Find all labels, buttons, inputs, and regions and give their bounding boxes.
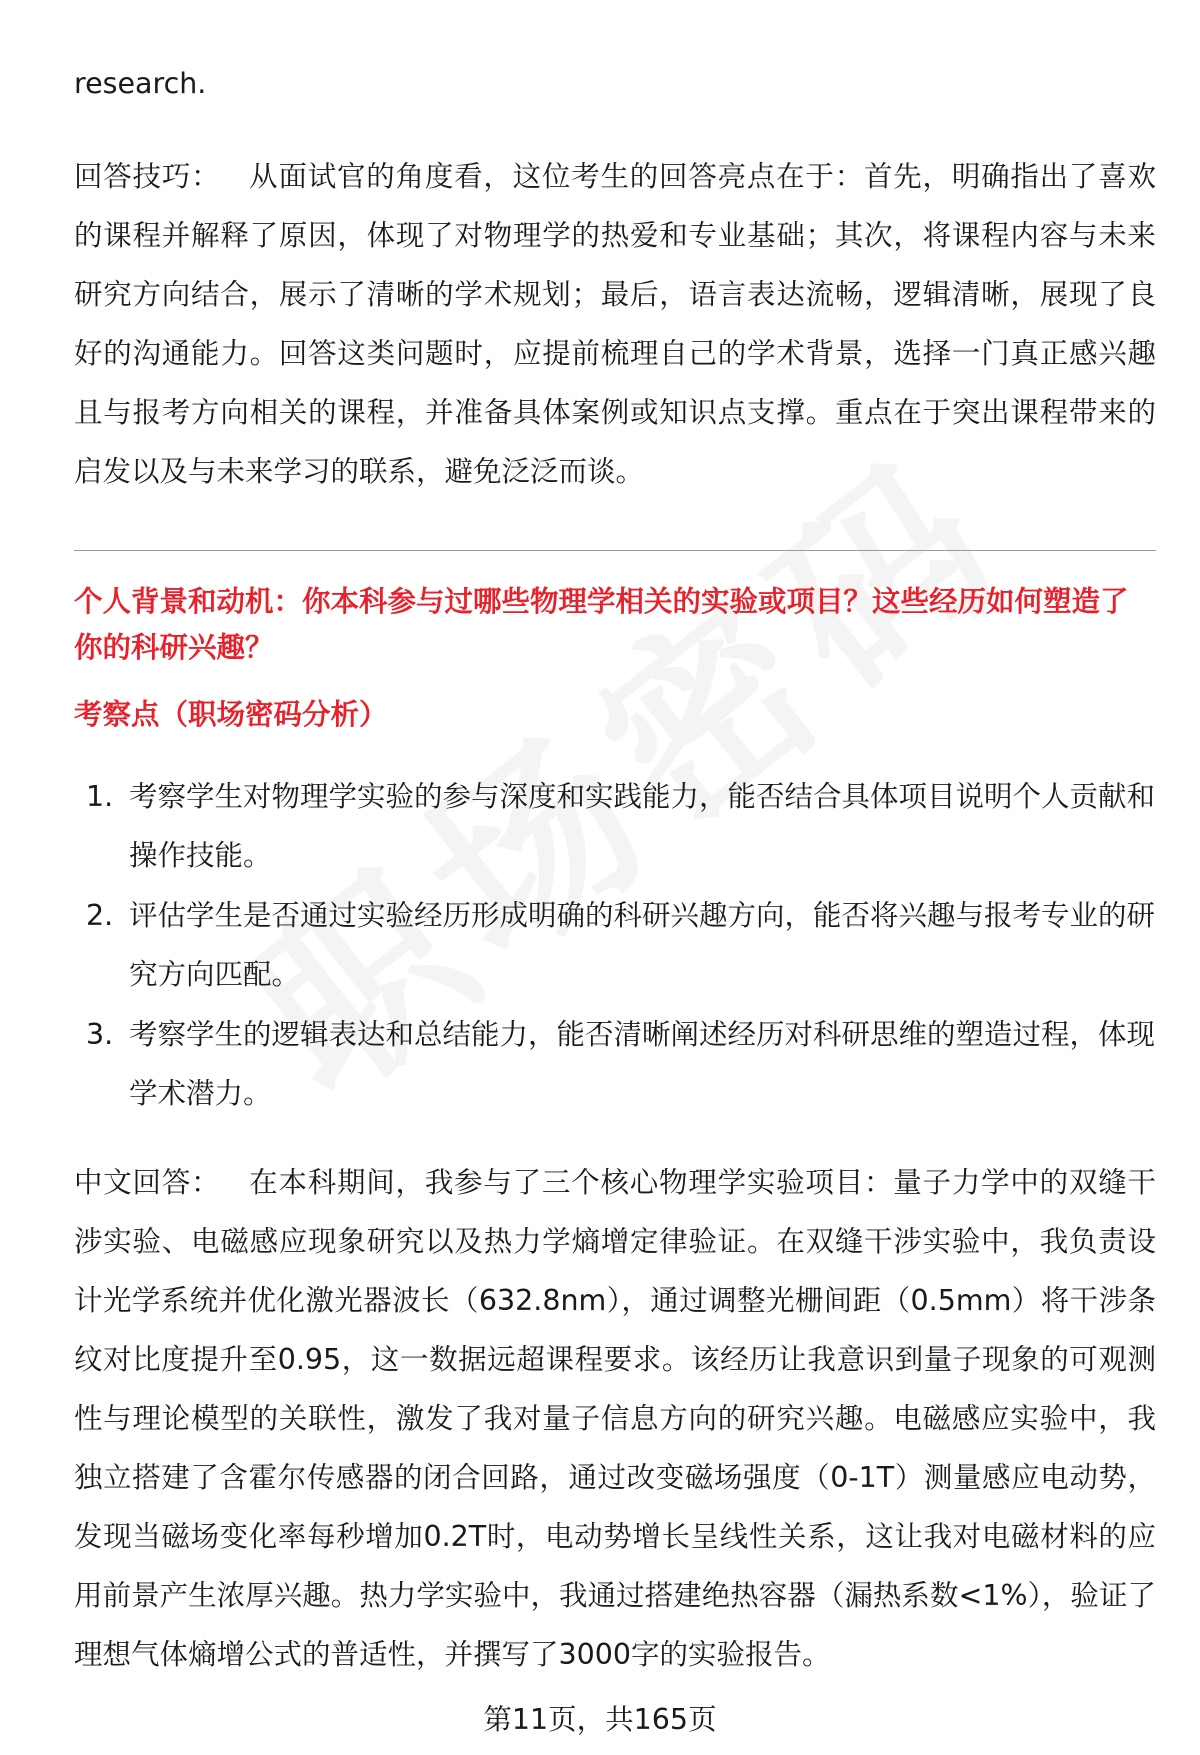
assessment-subheading: 考察点（职场密码分析）	[74, 698, 388, 731]
list-item-number: 2.	[86, 899, 114, 932]
answer-text: 在本科期间，我参与了三个核心物理学实验项目：量子力学中的双缝干涉实验、电磁感应现象研究以及热力学熵增定律验证。在双缝干涉实验中，我负责设计光学系统并优化激光器波长（632.8nm），通过调整光栅间距（0.5mm）将干涉条纹对比度提升至0.95，这一数据远超课程要求。该经历让我意识到量子现象的可观测性与理论模型的关联性，激发了我对量子信息方向的研究兴趣。电磁感应实验中，我独立搭建了含霍尔传感器的闭合回路，通过改变磁场强度（0-1T）测量感应电动势，发现当磁场变化率每秒增加0.2T时，电动势增长呈线性关系，这让我对电磁材料的应用前景产生浓厚兴趣。热力学实验中，我通过搭建绝热容器（漏热系数<1%），验证了理想气体熵增公式的普适性，并撰写了3000字的实验报告。	[74, 1166, 1156, 1671]
answer-label: 中文回答：	[74, 1166, 221, 1199]
list-item	[74, 1005, 1156, 1123]
list-item	[74, 886, 1156, 1004]
assessment-points-list	[74, 767, 1156, 1124]
answer-paragraph	[74, 1153, 1156, 1684]
section-divider	[74, 550, 1156, 551]
intro-text: research.	[74, 67, 207, 100]
list-item-text: 评估学生是否通过实验经历形成明确的科研兴趣方向，能否将兴趣与报考专业的研究方向匹配。	[129, 899, 1156, 991]
list-item-text: 考察学生的逻辑表达和总结能力，能否清晰阐述经历对科研思维的塑造过程，体现学术潜力。	[129, 1018, 1156, 1110]
tips-paragraph	[74, 147, 1156, 501]
list-item-number: 1.	[86, 780, 114, 813]
list-item-text: 考察学生对物理学实验的参与深度和实践能力，能否结合具体项目说明个人贡献和操作技能。	[129, 780, 1156, 872]
tips-text: 从面试官的角度看，这位考生的回答亮点在于：首先，明确指出了喜欢的课程并解释了原因，体现了对物理学的热爱和专业基础；其次，将课程内容与未来研究方向结合，展示了清晰的学术规划；最后，语言表达流畅，逻辑清晰，展现了良好的沟通能力。回答这类问题时，应提前梳理自己的学术背景，选择一门真正感兴趣且与报考方向相关的课程，并准备具体案例或知识点支撑。重点在于突出课程带来的启发以及与未来学习的联系，避免泛泛而谈。	[74, 160, 1156, 488]
tips-label: 回答技巧：	[74, 160, 221, 193]
list-item	[74, 767, 1156, 885]
question-heading: 个人背景和动机：你本科参与过哪些物理学相关的实验或项目？这些经历如何塑造了你的科研兴趣？	[74, 585, 1129, 664]
list-item-number: 3.	[86, 1018, 114, 1051]
page-footer: 第11页，共165页	[483, 1703, 717, 1736]
